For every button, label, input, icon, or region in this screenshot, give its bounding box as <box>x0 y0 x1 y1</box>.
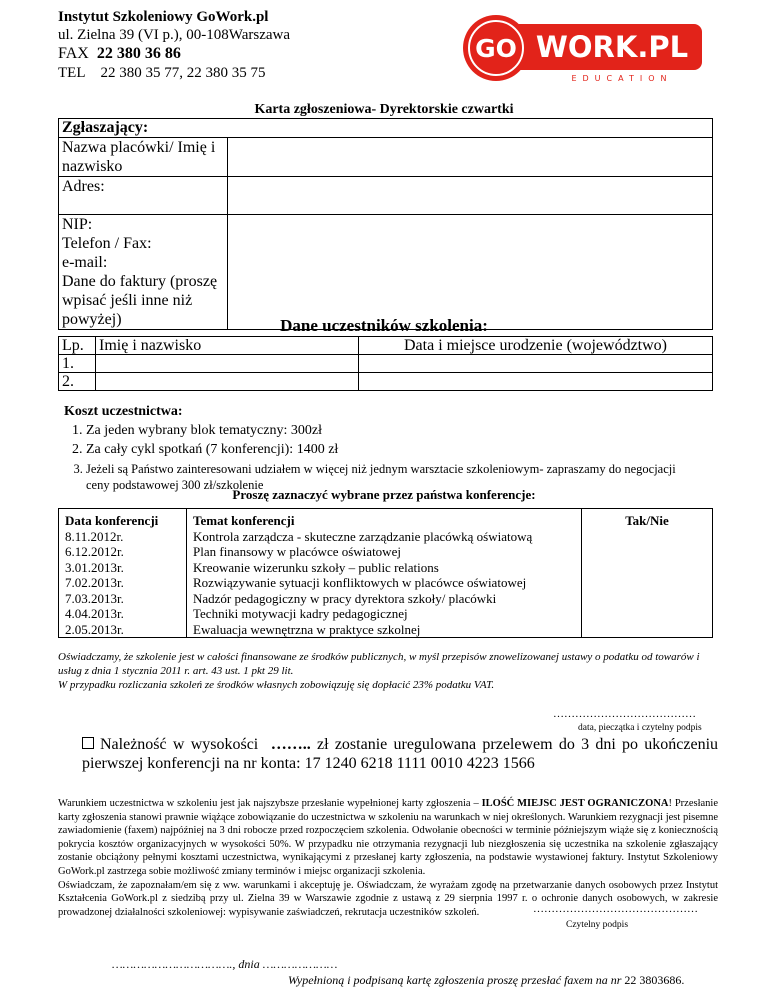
row-lp-1: 1. <box>59 355 96 373</box>
participants-heading: Dane uczestników szkolenia: <box>280 316 488 335</box>
conf-topic-1: Kontrola zarządcza - skuteczne zarządzanie placówką oświatową <box>193 528 533 544</box>
fax-note <box>288 973 684 988</box>
col-date: Data konferencji <box>65 513 159 528</box>
declaration <box>58 650 718 692</box>
terms-p2: Oświadczam, że zapoznałam/em się z ww. warunkami i akceptuję je. Oświadczam, że wyrażam zgodę na przetwarzanie danych osobowych przez Instytut Kształcenia GoWork.pl z siedzibą przy ul. Zielna 39 w Warszawie zgodnie z ustawą z 29 sierpnia 1997 r. o ochronie danych osobowych, w zakresie prowadzonej działalności szkoleniowej: wypisywanie zaświadczeń, rekrutacja uczestników szkoleń. <box>58 879 718 918</box>
col-name: Imię i nazwisko <box>96 337 359 355</box>
logo-work: WORK.PL <box>535 30 689 64</box>
conf-date-3: 3.01.2013r. <box>65 559 124 575</box>
nip-label: NIP: <box>59 215 228 235</box>
email-label: e-mail: <box>59 253 228 272</box>
dates-column <box>59 509 187 638</box>
email-field[interactable] <box>228 253 713 272</box>
applicant-heading-cell <box>59 119 713 138</box>
conferences-table <box>58 508 713 638</box>
terms <box>58 797 718 919</box>
payment-amount-dots[interactable]: …….. <box>270 736 311 753</box>
signature2-line[interactable]: ……………………………………… <box>533 903 698 915</box>
cost-list <box>64 421 686 493</box>
phone-label: Telefon / Fax: <box>59 234 228 253</box>
org-name: Instytut Szkoleniowy GoWork.pl <box>58 9 269 25</box>
fax-note-number: 22 3803686. <box>624 973 685 987</box>
payment-pre: Należność w wysokości <box>100 736 259 753</box>
form-title: Karta zgłoszeniowa- Dyrektorskie czwartki <box>254 102 514 117</box>
invoice-label: Dane do faktury (proszę wpisać jeśli inne niż powyżej) <box>59 272 228 330</box>
fax-line <box>58 44 290 64</box>
conf-date-1: 8.11.2012r. <box>65 528 124 544</box>
terms-p1-bold: ILOŚĆ MIEJSC JEST OGRANICZONA <box>481 798 669 809</box>
participant-name-2[interactable] <box>96 373 359 391</box>
declaration-line-2: W przypadku rozliczania szkoleń ze środków własnych zobowiązuję się dopłacić 23% podatku VAT. <box>58 679 495 691</box>
signature1-label: data, pieczątka i czytelny podpis <box>578 723 702 733</box>
address-label: Adres: <box>59 177 228 215</box>
cost-heading: Koszt uczestnictwa: <box>64 404 183 419</box>
payment-post: zł zostanie uregulowana przelewem do 3 dni po ukończeniu pierwszej konferencji na nr konta: 17 1240 6218 1111 0010 4223 1566 <box>82 736 719 772</box>
phone-field[interactable] <box>228 234 713 253</box>
applicant-table <box>58 118 713 330</box>
terms-p1-rest: ! Przesłanie karty zgłoszenia stanowi prawnie wiążące zobowiązanie do uczestnictwa w szkoleniu na warunkach w niej określonych. Warunkiem rezygnacji jest pisemne zawiadomienie (faxem) najpóźniej na 3 dni robocze przed rozpoczęciem szkolenia. Odwołanie obecności w terminie późniejszym wiąże się z koniecznością pokrycia kosztów organizacyjnych w wysokości 50%. W przypadku nie otrzymania rezygnacji lub niezgłoszenia się uczestnika na szkolenie zgłaszający zostanie obciążony pełnymi kosztami uczestnictwa, wynikającymi z przesłanej karty zgłoszenia, na podstawie wystawionej faktury. Instytut Szkoleniowy GoWork.pl zastrzega sobie możliwość zmiany terminów i miejsc organizacji szkolenia. <box>58 798 718 877</box>
cost-item-1: 1. Za jeden wybrany blok tematyczny: 300zł <box>86 421 686 440</box>
tel-line <box>58 64 290 82</box>
cost-item-2: 2. Za cały cykl spotkań (7 konferencji): 1400 zł <box>86 440 686 459</box>
gowork-logo <box>462 14 708 84</box>
fax-note-text: Wypełnioną i podpisaną kartę zgłoszenia proszę przesłać faxem na nr <box>288 973 622 987</box>
conf-topic-7: Ewaluacja wewnętrzna w praktyce szkolnej <box>193 621 421 637</box>
participants-table <box>58 336 713 391</box>
tel-number: 22 380 35 77, 22 380 35 75 <box>100 65 266 81</box>
cost-section <box>64 402 686 493</box>
tel-label: TEL <box>58 65 86 81</box>
fax-number: 22 380 36 86 <box>96 45 181 62</box>
conf-topic-5: Nadzór pedagogiczny w pracy dyrektora szkoły/ placówki <box>193 590 497 606</box>
conf-topic-4: Rozwiązywanie sytuacji konfliktowych w placówce oświatowej <box>193 575 527 590</box>
conf-topic-6: Techniki motywacji kadry pedagogicznej <box>193 606 408 621</box>
terms-p1-start: Warunkiem uczestnictwa w szkoleniu jest jak najszybsze przesłanie wypełnionej karty zgłoszenia – <box>58 798 479 809</box>
declaration-line-1: Oświadczamy, że szkolenie jest w całości finansowane ze środków publicznych, w myśl przepisów znowelizowanej ustawy o podatku od towarów i usług z dnia 1 stycznia 2011 r. art. 43 ust. 1 pkt 29 lit. <box>58 651 700 677</box>
address-field[interactable] <box>228 177 713 215</box>
conf-date-5: 7.03.2013r. <box>65 590 124 606</box>
institution-field[interactable] <box>228 138 713 177</box>
signature1-line[interactable]: ………………………………… <box>553 708 696 720</box>
cost-item-3: 3. Jeżeli są Państwo zainteresowani udziałem w więcej niż jednym warsztacie szkoleniowym- zapraszamy do negocjacji ceny podstawowej 300 zł/szkolenie <box>86 459 686 493</box>
participant-birth-2[interactable] <box>359 373 713 391</box>
yesno-column[interactable] <box>582 509 713 638</box>
applicant-heading: Zgłaszający: <box>62 119 149 136</box>
conf-topic-2: Plan finansowy w placówce oświatowej <box>193 544 401 559</box>
topics-column <box>187 509 582 638</box>
terms-p1 <box>58 797 718 879</box>
fax-label: FAX <box>58 45 89 62</box>
conf-date-6: 4.04.2013r. <box>65 606 124 621</box>
col-yesno: Tak/Nie <box>625 513 669 528</box>
header-block <box>58 8 290 82</box>
row-lp-2: 2. <box>59 373 96 391</box>
choose-label: Proszę zaznaczyć wybrane przez państwa konferencje: <box>232 487 536 502</box>
place-date[interactable]: ……………………………., dnia ………………… <box>112 957 338 971</box>
signature2-label: Czytelny podpis <box>566 920 629 930</box>
conf-date-4: 7.02.2013r. <box>65 575 124 590</box>
org-address: ul. Zielna 39 (VI p.), 00-108Warszawa <box>58 27 291 43</box>
participant-birth-1[interactable] <box>359 355 713 373</box>
payment-checkbox[interactable] <box>82 737 94 749</box>
nip-field[interactable] <box>228 215 713 235</box>
conf-date-7: 2.05.2013r. <box>65 621 124 637</box>
col-birth: Data i miejsce urodzenie (województwo) <box>359 337 713 355</box>
institution-label: Nazwa placówki/ Imię i nazwisko <box>59 138 228 177</box>
conf-date-2: 6.12.2012r. <box>65 544 124 559</box>
col-topic: Temat konferencji <box>193 513 295 528</box>
logo-education: EDUCATION <box>571 74 673 83</box>
participant-name-1[interactable] <box>96 355 359 373</box>
col-lp: Lp. <box>59 337 96 355</box>
payment-note <box>82 735 718 773</box>
conf-topic-3: Kreowanie wizerunku szkoły – public relations <box>193 559 439 575</box>
logo-go: GO <box>475 34 517 63</box>
